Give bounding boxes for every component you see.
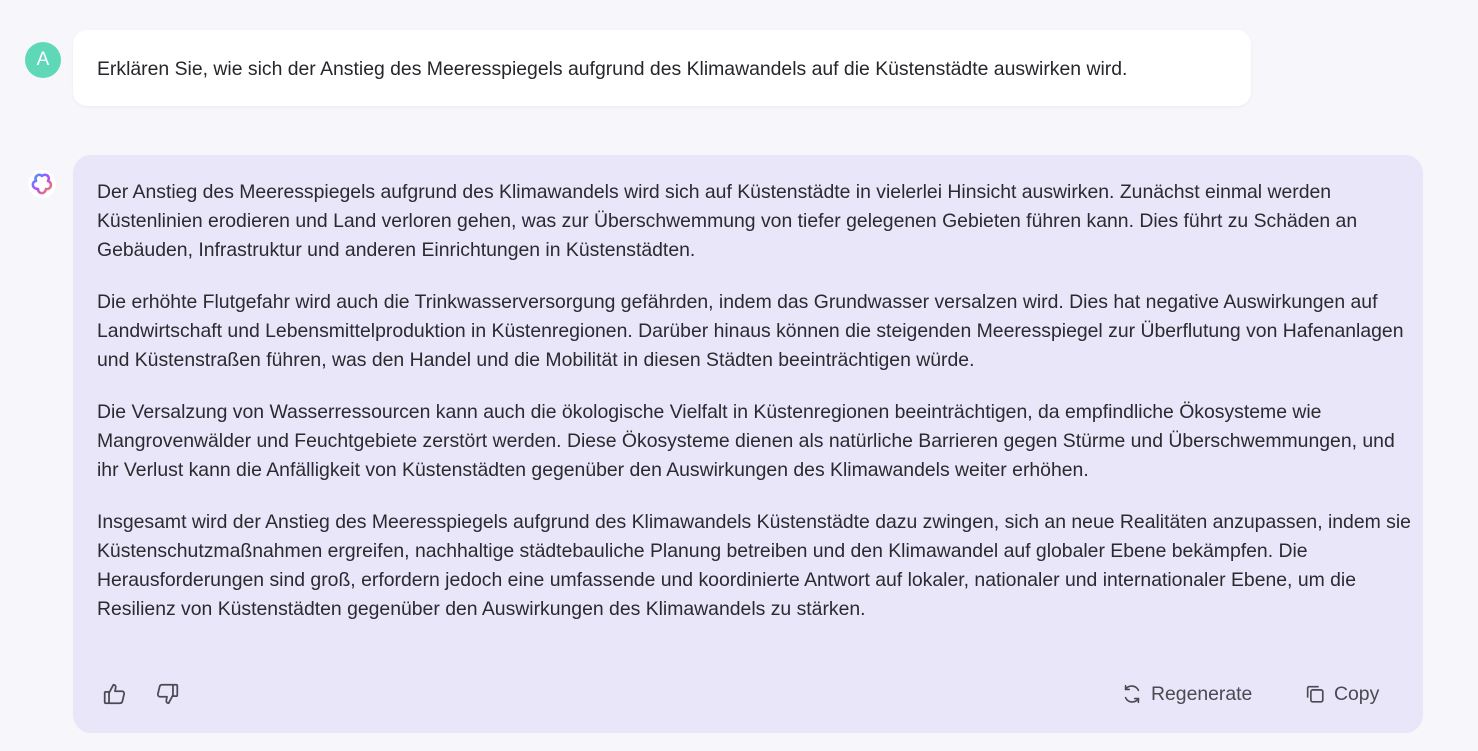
- user-avatar: A: [25, 42, 61, 78]
- assistant-paragraph: Der Anstieg des Meeresspiegels aufgrund des Klimawandels wird sich auf Küstenstädte in vielerlei Hinsicht auswirken. Zunächst einmal werden Küstenlinien erodieren und Land verloren gehen, was zur Überschwemmung von tiefer gelegenen Gebieten führen kann. Dies führt zu Schäden an Gebäuden, Infrastruktur und anderen Einrichtungen in Küstenstädten.: [97, 181, 1358, 261]
- thumbs-up-icon: [102, 681, 128, 707]
- regenerate-button[interactable]: [1121, 679, 1252, 709]
- user-message-bubble: [73, 30, 1251, 106]
- assistant-message-bubble: [73, 155, 1423, 733]
- refresh-icon: [1121, 683, 1143, 705]
- copy-button[interactable]: [1304, 679, 1379, 709]
- assistant-logo-icon: [31, 173, 53, 195]
- copy-label: Copy: [1334, 682, 1380, 705]
- assistant-message-text: [97, 178, 1412, 624]
- assistant-paragraph: Die Versalzung von Wasserressourcen kann auch die ökologische Vielfalt in Küstenregionen beeinträchtigen, da empfindliche Ökosysteme wie Mangrovenwälder und Feuchtgebiete zerstört werden. Diese Ökosysteme dienen als natürliche Barrieren gegen Stürme und Überschwemmungen, und ihr Verlust kann die Anfälligkeit von Küstenstädten gegenüber den Auswirkungen des Klimawandels weiter erhöhen.: [97, 401, 1395, 481]
- copy-icon: [1304, 683, 1326, 705]
- user-message-text: Erklären Sie, wie sich der Anstieg des Meeresspiegels aufgrund des Klimawandels auf die Küstenstädte auswirken wird.: [97, 58, 1128, 80]
- assistant-paragraph: Insgesamt wird der Anstieg des Meeresspiegels aufgrund des Klimawandels Küstenstädte dazu zwingen, sich an neue Realitäten anzupassen, indem sie Küstenschutzmaßnahmen ergreifen, nachhaltige städtebauliche Planung betreiben und den Klimawandel auf globaler Ebene bekämpfen. Die Herausforderungen sind groß, erfordern jedoch eine umfassende und koordinierte Antwort auf lokaler, nationaler und internationaler Ebene, um die Resilienz von Küstenstädten gegenüber den Auswirkungen des Klimawandels zu stärken.: [97, 511, 1411, 620]
- thumbs-down-button[interactable]: [152, 679, 182, 709]
- thumbs-up-button[interactable]: [100, 679, 130, 709]
- thumbs-down-icon: [154, 681, 180, 707]
- regenerate-label: Regenerate: [1151, 682, 1253, 705]
- assistant-paragraph: Die erhöhte Flutgefahr wird auch die Trinkwasserversorgung gefährden, indem das Grundwasser versalzen wird. Dies hat negative Auswirkungen auf Landwirtschaft und Lebensmittelproduktion in Küstenregionen. Darüber hinaus können die steigenden Meeresspiegel zur Überflutung von Hafenanlagen und Küstenstraßen führen, was den Handel und die Mobilität in diesen Städten beeinträchtigen würde.: [97, 291, 1404, 371]
- assistant-avatar: [28, 170, 56, 198]
- message-actions: [73, 675, 1423, 715]
